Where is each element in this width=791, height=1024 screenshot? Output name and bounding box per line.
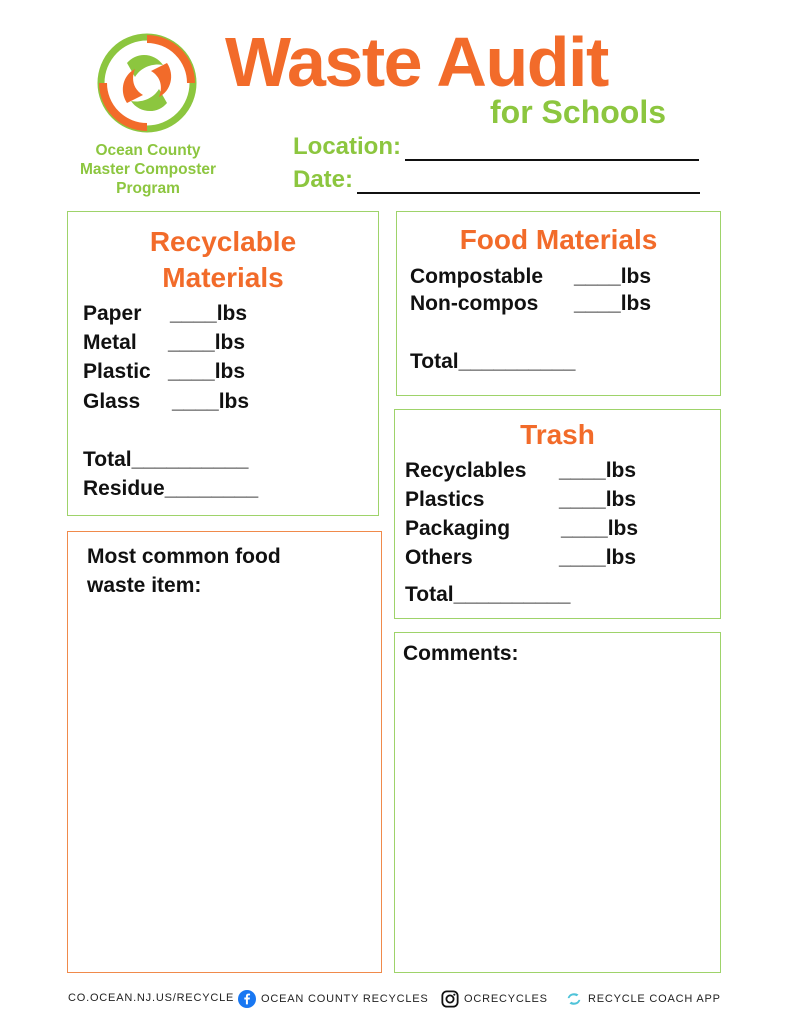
organization-name bbox=[55, 141, 241, 198]
date-label: Date: bbox=[293, 166, 354, 193]
recyclable-title-line: Recyclable bbox=[149, 226, 297, 257]
food-item-compostable: Compostable ____lbs bbox=[410, 265, 652, 288]
date-line[interactable] bbox=[357, 170, 700, 194]
trash-item-plastics: Plastics ____lbs bbox=[405, 488, 637, 511]
page-title: Waste Audit bbox=[225, 23, 608, 101]
recyclable-item-paper: Paper ____lbs bbox=[83, 302, 248, 325]
location-field[interactable] bbox=[293, 133, 699, 161]
footer bbox=[0, 988, 791, 1012]
compost-logo-icon bbox=[97, 33, 197, 133]
recyclable-item-plastic: Plastic ____lbs bbox=[83, 360, 246, 383]
instagram-icon bbox=[441, 990, 459, 1008]
recyclable-item-metal: Metal ____lbs bbox=[83, 331, 246, 354]
food-materials-box bbox=[396, 211, 721, 396]
location-line[interactable] bbox=[405, 137, 699, 161]
food-title: Food Materials bbox=[459, 224, 658, 255]
org-line: Program bbox=[116, 180, 180, 197]
trash-item-recyclables: Recyclables ____lbs bbox=[405, 459, 637, 482]
page-subtitle: for Schools bbox=[490, 94, 667, 130]
date-field[interactable] bbox=[293, 166, 700, 194]
org-line: Master Composter bbox=[79, 161, 217, 178]
common-food-waste-box[interactable] bbox=[67, 531, 382, 973]
facebook-icon bbox=[238, 990, 256, 1008]
trash-total: Total__________ bbox=[405, 583, 571, 606]
comments-box[interactable] bbox=[394, 632, 721, 973]
trash-item-packaging: Packaging ____lbs bbox=[405, 517, 639, 540]
trash-title: Trash bbox=[520, 419, 595, 450]
recyclable-materials-box bbox=[67, 211, 379, 516]
food-total: Total__________ bbox=[410, 350, 576, 373]
common-food-line: Most common food bbox=[87, 545, 281, 568]
recyclable-item-glass: Glass ____lbs bbox=[83, 390, 250, 413]
footer-facebook[interactable]: OCEAN COUNTY RECYCLES bbox=[238, 990, 429, 1008]
footer-app[interactable]: RECYCLE COACH APP bbox=[565, 990, 721, 1008]
recyclable-total: Total__________ bbox=[83, 448, 249, 471]
recycle-coach-icon bbox=[565, 990, 583, 1008]
trash-box bbox=[394, 409, 721, 619]
org-line: Ocean County bbox=[95, 142, 201, 159]
common-food-line: waste item: bbox=[87, 574, 202, 597]
location-label: Location: bbox=[293, 133, 401, 160]
recyclable-title-line: Materials bbox=[162, 262, 284, 293]
food-item-noncompostable: Non-compos ____lbs bbox=[410, 292, 652, 315]
footer-instagram[interactable]: OCRECYCLES bbox=[441, 990, 548, 1008]
footer-website[interactable]: CO.OCEAN.NJ.US/RECYCLE bbox=[68, 992, 235, 1004]
recyclable-residue: Residue________ bbox=[83, 477, 259, 500]
comments-label: Comments: bbox=[403, 642, 519, 665]
trash-item-others: Others ____lbs bbox=[405, 546, 637, 569]
